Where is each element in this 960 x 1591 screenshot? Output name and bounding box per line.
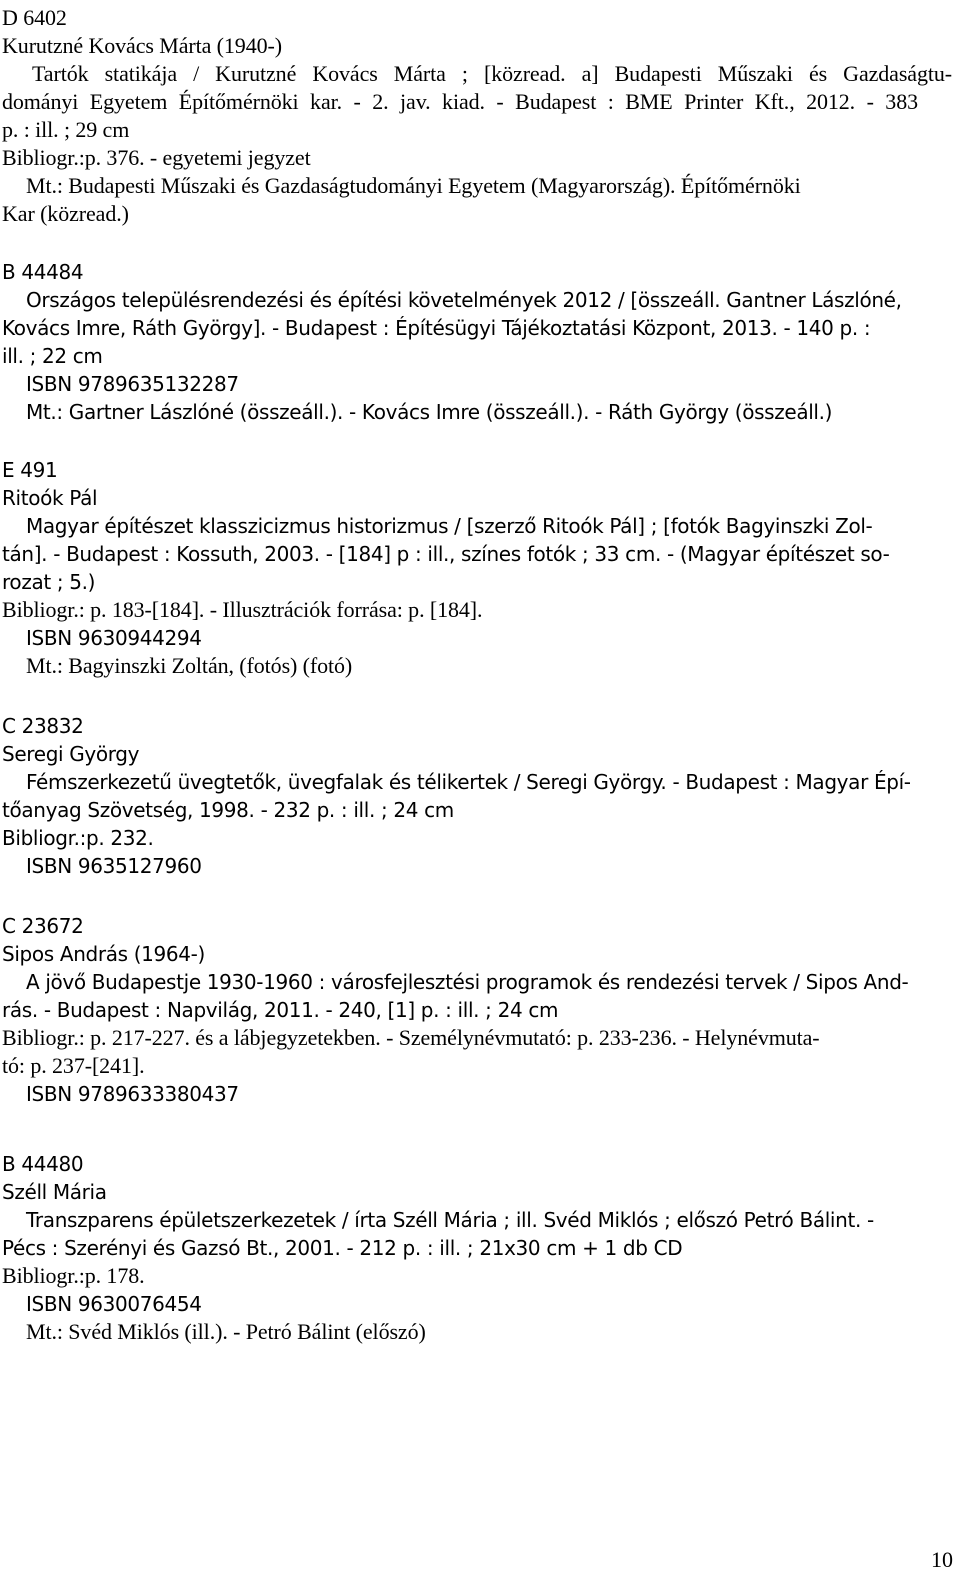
entry-added-entry: Mt.: Gartner Lászlóné (összeáll.). - Kovács Imre (összeáll.). - Ráth György (összeáll.): [26, 400, 833, 424]
entry-title-line: rás. - Budapest : Napvilág, 2011. - 240, [1] p. : ill. ; 24 cm: [2, 998, 559, 1022]
entry-title-line: Tartók statikája / Kurutzné Kovács Márta ; [közread. a] Budapesti Műszaki és Gazdaságtu-: [32, 61, 952, 86]
entry-title-line: ill. ; 22 cm: [2, 344, 103, 368]
entry-notes: tó: p. 237-[241].: [2, 1053, 145, 1078]
entry-author: Sipos András (1964-): [2, 942, 205, 966]
entry-title-line: dományi Egyetem Építőmérnöki kar. - 2. jav. kiad. - Budapest : BME Printer Kft., 2012. - 383: [2, 89, 918, 114]
entry-added-entry: Kar (közread.): [2, 201, 129, 226]
entry-author: Seregi György: [2, 742, 140, 766]
entry-added-entry: Mt.: Svéd Miklós (ill.). - Petró Bálint (előszó): [26, 1319, 426, 1344]
entry-isbn: ISBN 9635127960: [26, 854, 202, 878]
entry-title-line: Országos településrendezési és építési követelmények 2012 / [összeáll. Gantner Lászlóné,: [26, 288, 902, 312]
entry-notes: Bibliogr.:p. 376. - egyetemi jegyzet: [2, 145, 311, 170]
entry-title-line: rozat ; 5.): [2, 570, 96, 594]
call-number: C 23832: [2, 714, 84, 738]
entry-added-entry: Mt.: Bagyinszki Zoltán, (fotós) (fotó): [26, 653, 353, 678]
entry-isbn: ISBN 9630076454: [26, 1292, 202, 1316]
entry-title-line: Transzparens épületszerkezetek / írta Széll Mária ; ill. Svéd Miklós ; előszó Petró Bálint. -: [26, 1208, 874, 1232]
entry-notes: Bibliogr.:p. 232.: [2, 826, 154, 850]
entry-isbn: ISBN 9789633380437: [26, 1082, 239, 1106]
entry-title-line: tőanyag Szövetség, 1998. - 232 p. : ill. ; 24 cm: [2, 798, 454, 822]
entry-title-line: Magyar építészet klasszicizmus historizmus / [szerző Ritoók Pál] ; [fotók Bagyinszki Zol-: [26, 514, 873, 538]
entry-notes: Bibliogr.:p. 178.: [2, 1263, 145, 1288]
entry-notes: Bibliogr.: p. 183-[184]. - Illusztrációk forrása: p. [184].: [2, 597, 483, 622]
entry-isbn: ISBN 9789635132287: [26, 372, 239, 396]
entry-author: Ritoók Pál: [2, 486, 98, 510]
entry-isbn: ISBN 9630944294: [26, 626, 202, 650]
entry-title-line: Kovács Imre, Ráth György]. - Budapest : Építésügyi Tájékoztatási Központ, 2013. - 140 p. :: [2, 316, 871, 340]
entry-title-line: Pécs : Szerényi és Gazsó Bt., 2001. - 212 p. : ill. ; 21x30 cm + 1 db CD: [2, 1236, 683, 1260]
page-number: 10: [931, 1547, 953, 1572]
entry-notes: Bibliogr.: p. 217-227. és a lábjegyzetekben. - Személynévmutató: p. 233-236. - Helynévmuta-: [2, 1025, 820, 1050]
entry-title-line: p. : ill. ; 29 cm: [2, 117, 130, 142]
entry-title-line: A jövő Budapestje 1930-1960 : városfejlesztési programok és rendezési tervek / Sipos And-: [26, 970, 909, 994]
entry-title-line: Fémszerkezetű üvegtetők, üvegfalak és télikertek / Seregi György. - Budapest : Magyar Épí-: [26, 770, 911, 794]
entry-author: Széll Mária: [2, 1180, 107, 1204]
entry-added-entry: Mt.: Budapesti Műszaki és Gazdaságtudományi Egyetem (Magyarország). Építőmérnöki: [26, 173, 801, 198]
entry-author: Kurutzné Kovács Márta (1940-): [2, 33, 282, 58]
call-number: E 491: [2, 458, 58, 482]
entry-title-line: tán]. - Budapest : Kossuth, 2003. - [184] p : ill., színes fotók ; 33 cm. - (Magyar építészet so-: [2, 542, 890, 566]
call-number: B 44480: [2, 1152, 84, 1176]
call-number: D 6402: [2, 5, 67, 30]
call-number: C 23672: [2, 914, 84, 938]
call-number: B 44484: [2, 260, 84, 284]
